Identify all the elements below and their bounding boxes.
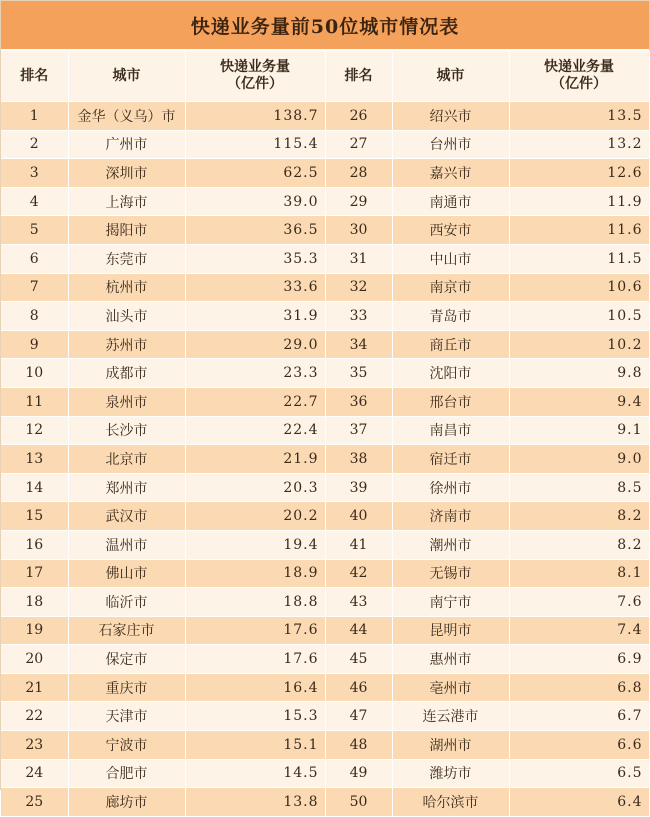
right-rank-cell: 49 <box>325 759 392 788</box>
right-volume-cell: 11.6 <box>509 216 649 245</box>
right-city-cell: 青岛市 <box>392 302 509 331</box>
express-volume-table <box>1 51 650 817</box>
left-rank-cell: 25 <box>1 788 68 817</box>
left-city-cell: 武汉市 <box>68 502 185 531</box>
table-row <box>1 788 649 817</box>
left-volume-cell: 31.9 <box>185 302 325 331</box>
table-row <box>1 702 649 731</box>
right-city-cell: 湖州市 <box>392 731 509 760</box>
right-volume-cell: 6.9 <box>509 645 649 674</box>
left-volume-cell: 138.7 <box>185 102 325 131</box>
left-rank-cell: 17 <box>1 559 68 588</box>
right-rank-cell: 33 <box>325 302 392 331</box>
right-city-cell: 南宁市 <box>392 588 509 617</box>
left-city-cell: 泉州市 <box>68 387 185 416</box>
right-city-cell: 南通市 <box>392 187 509 216</box>
right-volume-cell: 8.2 <box>509 502 649 531</box>
header-volume-line1: 快递业务量 <box>220 59 290 75</box>
left-rank-cell: 12 <box>1 416 68 445</box>
left-rank-cell: 8 <box>1 302 68 331</box>
left-city-cell: 廊坊市 <box>68 788 185 817</box>
table-row <box>1 416 649 445</box>
right-rank-cell: 40 <box>325 502 392 531</box>
left-city-cell: 广州市 <box>68 130 185 159</box>
right-volume-cell: 6.5 <box>509 759 649 788</box>
table-row <box>1 530 649 559</box>
left-rank-cell: 4 <box>1 187 68 216</box>
left-rank-cell: 5 <box>1 216 68 245</box>
right-volume-cell: 7.6 <box>509 588 649 617</box>
right-rank-cell: 26 <box>325 102 392 131</box>
right-rank-cell: 27 <box>325 130 392 159</box>
header-rank-right: 排名 <box>325 51 392 102</box>
right-rank-cell: 34 <box>325 330 392 359</box>
left-rank-cell: 6 <box>1 244 68 273</box>
right-city-cell: 徐州市 <box>392 473 509 502</box>
left-city-cell: 汕头市 <box>68 302 185 331</box>
left-city-cell: 东莞市 <box>68 244 185 273</box>
left-volume-cell: 18.9 <box>185 559 325 588</box>
left-volume-cell: 22.7 <box>185 387 325 416</box>
right-city-cell: 宿迁市 <box>392 445 509 474</box>
right-city-cell: 沈阳市 <box>392 359 509 388</box>
left-rank-cell: 19 <box>1 616 68 645</box>
left-volume-cell: 17.6 <box>185 616 325 645</box>
left-city-cell: 深圳市 <box>68 159 185 188</box>
right-rank-cell: 35 <box>325 359 392 388</box>
left-city-cell: 上海市 <box>68 187 185 216</box>
right-volume-cell: 6.4 <box>509 788 649 817</box>
right-city-cell: 嘉兴市 <box>392 159 509 188</box>
left-volume-cell: 22.4 <box>185 416 325 445</box>
right-city-cell: 潍坊市 <box>392 759 509 788</box>
header-rank-left: 排名 <box>1 51 68 102</box>
table-row <box>1 673 649 702</box>
right-city-cell: 南京市 <box>392 273 509 302</box>
right-rank-cell: 38 <box>325 445 392 474</box>
right-rank-cell: 37 <box>325 416 392 445</box>
left-rank-cell: 20 <box>1 645 68 674</box>
right-rank-cell: 46 <box>325 673 392 702</box>
right-city-cell: 中山市 <box>392 244 509 273</box>
right-volume-cell: 9.4 <box>509 387 649 416</box>
left-volume-cell: 115.4 <box>185 130 325 159</box>
right-rank-cell: 30 <box>325 216 392 245</box>
right-city-cell: 潮州市 <box>392 530 509 559</box>
left-volume-cell: 62.5 <box>185 159 325 188</box>
left-rank-cell: 3 <box>1 159 68 188</box>
left-city-cell: 天津市 <box>68 702 185 731</box>
right-volume-cell: 13.2 <box>509 130 649 159</box>
left-volume-cell: 13.8 <box>185 788 325 817</box>
right-volume-cell: 6.6 <box>509 731 649 760</box>
left-city-cell: 合肥市 <box>68 759 185 788</box>
left-city-cell: 杭州市 <box>68 273 185 302</box>
left-city-cell: 金华（义乌）市 <box>68 102 185 131</box>
left-city-cell: 佛山市 <box>68 559 185 588</box>
header-row <box>1 51 649 102</box>
right-city-cell: 绍兴市 <box>392 102 509 131</box>
table-body <box>1 102 649 817</box>
left-city-cell: 重庆市 <box>68 673 185 702</box>
table-row <box>1 616 649 645</box>
left-city-cell: 临沂市 <box>68 588 185 617</box>
left-rank-cell: 15 <box>1 502 68 531</box>
table-title: 快递业务量前50位城市情况表 <box>1 1 649 51</box>
right-volume-cell: 10.6 <box>509 273 649 302</box>
left-volume-cell: 21.9 <box>185 445 325 474</box>
left-volume-cell: 33.6 <box>185 273 325 302</box>
table-row <box>1 588 649 617</box>
left-city-cell: 保定市 <box>68 645 185 674</box>
table-row <box>1 330 649 359</box>
right-volume-cell: 9.0 <box>509 445 649 474</box>
right-volume-cell: 13.5 <box>509 102 649 131</box>
right-volume-cell: 9.1 <box>509 416 649 445</box>
left-volume-cell: 39.0 <box>185 187 325 216</box>
left-rank-cell: 21 <box>1 673 68 702</box>
left-volume-cell: 29.0 <box>185 330 325 359</box>
header-city-left: 城市 <box>68 51 185 102</box>
right-volume-cell: 9.8 <box>509 359 649 388</box>
right-city-cell: 亳州市 <box>392 673 509 702</box>
table-row <box>1 359 649 388</box>
right-rank-cell: 48 <box>325 731 392 760</box>
table-row <box>1 102 649 131</box>
left-volume-cell: 14.5 <box>185 759 325 788</box>
left-volume-cell: 20.2 <box>185 502 325 531</box>
table-row <box>1 387 649 416</box>
left-rank-cell: 7 <box>1 273 68 302</box>
right-volume-cell: 11.9 <box>509 187 649 216</box>
table-row <box>1 559 649 588</box>
left-volume-cell: 20.3 <box>185 473 325 502</box>
left-rank-cell: 24 <box>1 759 68 788</box>
right-city-cell: 昆明市 <box>392 616 509 645</box>
left-volume-cell: 23.3 <box>185 359 325 388</box>
left-volume-cell: 16.4 <box>185 673 325 702</box>
right-rank-cell: 47 <box>325 702 392 731</box>
right-volume-cell: 8.2 <box>509 530 649 559</box>
left-rank-cell: 16 <box>1 530 68 559</box>
left-city-cell: 长沙市 <box>68 416 185 445</box>
left-city-cell: 郑州市 <box>68 473 185 502</box>
table-row <box>1 445 649 474</box>
right-volume-cell: 10.5 <box>509 302 649 331</box>
right-city-cell: 台州市 <box>392 130 509 159</box>
left-rank-cell: 13 <box>1 445 68 474</box>
right-city-cell: 惠州市 <box>392 645 509 674</box>
right-rank-cell: 36 <box>325 387 392 416</box>
header-volume-right <box>509 51 649 102</box>
right-city-cell: 无锡市 <box>392 559 509 588</box>
left-volume-cell: 35.3 <box>185 244 325 273</box>
table-row <box>1 159 649 188</box>
left-city-cell: 成都市 <box>68 359 185 388</box>
right-volume-cell: 10.2 <box>509 330 649 359</box>
left-rank-cell: 1 <box>1 102 68 131</box>
right-rank-cell: 42 <box>325 559 392 588</box>
table-row <box>1 759 649 788</box>
left-volume-cell: 19.4 <box>185 530 325 559</box>
left-city-cell: 温州市 <box>68 530 185 559</box>
header-city-right: 城市 <box>392 51 509 102</box>
table-row <box>1 502 649 531</box>
right-volume-cell: 8.1 <box>509 559 649 588</box>
left-rank-cell: 18 <box>1 588 68 617</box>
left-rank-cell: 9 <box>1 330 68 359</box>
left-rank-cell: 2 <box>1 130 68 159</box>
right-rank-cell: 29 <box>325 187 392 216</box>
table-row <box>1 473 649 502</box>
table-row <box>1 244 649 273</box>
right-volume-cell: 6.7 <box>509 702 649 731</box>
table-row <box>1 302 649 331</box>
left-volume-cell: 18.8 <box>185 588 325 617</box>
left-city-cell: 苏州市 <box>68 330 185 359</box>
right-rank-cell: 39 <box>325 473 392 502</box>
table-row <box>1 187 649 216</box>
table-row <box>1 273 649 302</box>
right-city-cell: 连云港市 <box>392 702 509 731</box>
right-city-cell: 邢台市 <box>392 387 509 416</box>
left-volume-cell: 17.6 <box>185 645 325 674</box>
header-volume-line2: （亿件） <box>551 76 607 92</box>
table-row <box>1 130 649 159</box>
left-city-cell: 宁波市 <box>68 731 185 760</box>
right-volume-cell: 11.5 <box>509 244 649 273</box>
header-volume-line1: 快递业务量 <box>544 59 614 75</box>
right-rank-cell: 43 <box>325 588 392 617</box>
right-city-cell: 商丘市 <box>392 330 509 359</box>
right-volume-cell: 7.4 <box>509 616 649 645</box>
right-rank-cell: 28 <box>325 159 392 188</box>
right-volume-cell: 6.8 <box>509 673 649 702</box>
left-rank-cell: 23 <box>1 731 68 760</box>
left-rank-cell: 14 <box>1 473 68 502</box>
right-rank-cell: 41 <box>325 530 392 559</box>
table-row <box>1 645 649 674</box>
right-rank-cell: 44 <box>325 616 392 645</box>
left-rank-cell: 11 <box>1 387 68 416</box>
left-city-cell: 北京市 <box>68 445 185 474</box>
table-row <box>1 216 649 245</box>
right-city-cell: 哈尔滨市 <box>392 788 509 817</box>
left-volume-cell: 36.5 <box>185 216 325 245</box>
right-volume-cell: 8.5 <box>509 473 649 502</box>
header-volume-line2: （亿件） <box>227 76 283 92</box>
right-rank-cell: 32 <box>325 273 392 302</box>
left-rank-cell: 10 <box>1 359 68 388</box>
table-row <box>1 731 649 760</box>
right-volume-cell: 12.6 <box>509 159 649 188</box>
right-rank-cell: 31 <box>325 244 392 273</box>
left-city-cell: 石家庄市 <box>68 616 185 645</box>
right-rank-cell: 50 <box>325 788 392 817</box>
right-city-cell: 西安市 <box>392 216 509 245</box>
left-volume-cell: 15.3 <box>185 702 325 731</box>
header-volume-left <box>185 51 325 102</box>
left-city-cell: 揭阳市 <box>68 216 185 245</box>
right-city-cell: 济南市 <box>392 502 509 531</box>
right-city-cell: 南昌市 <box>392 416 509 445</box>
left-volume-cell: 15.1 <box>185 731 325 760</box>
right-rank-cell: 45 <box>325 645 392 674</box>
left-rank-cell: 22 <box>1 702 68 731</box>
